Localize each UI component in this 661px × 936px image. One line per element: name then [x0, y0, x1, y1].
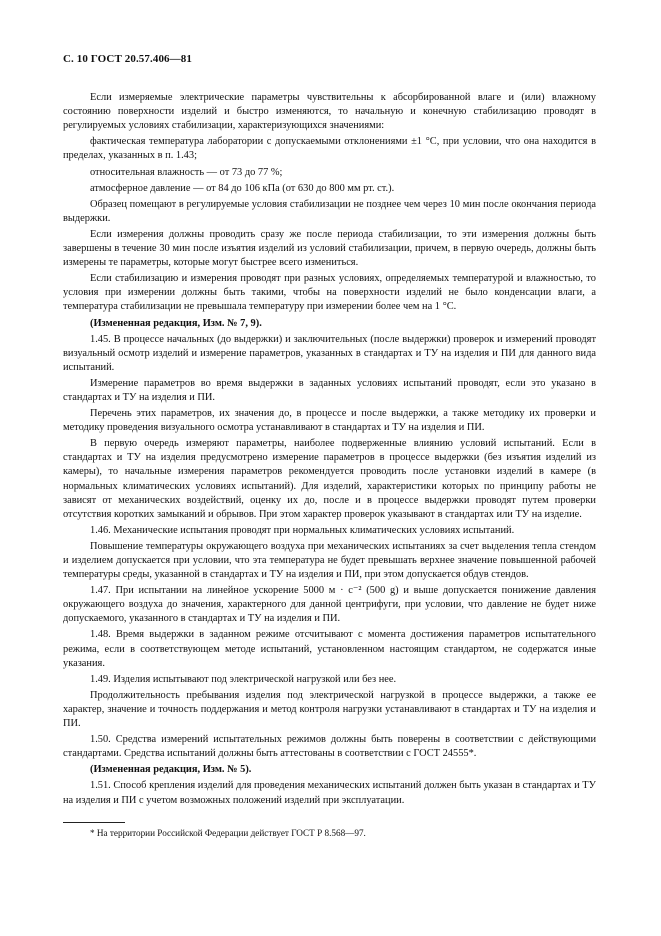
paragraph-intro: Если измеряемые электрические параметры чувствительны к абсорбированной влаге и (или) влажному состоянию поверхности изделий и быстро изменяются, то начальную и конечную стабилизацию проводят в регулируемых условиях стабилизации, характеризующихся значениями: — [63, 92, 596, 132]
clause-1-48: 1.48. Время выдержки в заданном режиме отсчитывают с момента достижения параметров испытательного режима, если в соответствующем методе испытаний, установленном настоящим стандартом, не содержатся иные указания. — [63, 629, 596, 669]
paragraph-first-measure: В первую очередь измеряют параметры, наиболее подверженные влиянию условий испытаний. Если в стандартах и ТУ на изделия предусмотрено измерение параметров в процессе выдержки (без изъятия изделий из камеры), то начальные измерения параметров рекомендуется проводить после установки изделий в камере (в нормальных климатических условиях испытаний). Для изделий, характеристики которых по принципу работы не зависят от механических воздействий, оценку их до, после и в процессе выдержки проводят путем проверки отсутствия коротких замыканий и обрывов. При этом характер проверок указывают в стандартах или ТУ на изделие. — [63, 438, 596, 520]
paragraph-different-conditions: Если стабилизацию и измерения проводят при разных условиях, определяемых температурой и влажностью, то условия при измерении должны быть такими, чтобы на поверхности изделий не было конденсации влаги, а температура стабилизации не превышала температуру при измерении более чем на 1 °С. — [63, 273, 596, 313]
footnote: * На территории Российской Федерации действует ГОСТ Р 8.568—97. — [90, 828, 366, 838]
clause-1-50: 1.50. Средства измерений испытательных режимов должны быть поверены в соответствии с действующими стандартами. Средства испытаний должны быть аттестованы в соответствии с ГОСТ 24555*. — [63, 734, 596, 760]
paragraph-measure-after: Если измерения должны проводить сразу же после периода стабилизации, то эти измерения должны быть завершены в течение 30 мин после изъятия изделий из условий стабилизации, причем, в первую очередь, должны быть измерены те параметры, которые могут быстрее всего измениться. — [63, 228, 596, 269]
clause-1-45: 1.45. В процессе начальных (до выдержки) и заключительных (после выдержки) проверок и измерений проводят визуальный осмотр изделий и измерение параметров, указанных в стандартах и ТУ на изделия и ПИ для данного вида испытаний. — [63, 333, 596, 373]
list-item-temperature: фактическая температура лаборатории с допускаемыми отклонениями ±1 °С, при условии, что она находится в пределах, указанных в п. 1.43; — [63, 136, 596, 162]
paragraph-load-duration: Продолжительность пребывания изделия под электрической нагрузкой в процессе выдержки, а также ее характер, значение и точность поддержания и метод контроля нагрузки устанавливают в стандартах и ТУ на изделия и ПИ. — [63, 689, 596, 730]
paragraph-sample: Образец помещают в регулируемые условия стабилизации не позднее чем через 10 мин после окончания периода выдержки. — [63, 198, 596, 224]
document-page — [63, 52, 596, 810]
paragraph-parameter-list: Перечень этих параметров, их значения до, в процессе и после выдержки, а также методику их проверки и методику проведения визуального осмотра устанавливают в стандартах и ТУ на изделия и ПИ. — [63, 408, 596, 434]
amendment-note-5: (Измененная редакция, Изм. № 5). — [90, 764, 252, 776]
clause-1-47: 1.47. При испытании на линейное ускорение 5000 м · с⁻² (500 g) и выше допускается понижение давления окружающего воздуха до значения, характерного для данной центрифуги, при условии, что давление не будет ниже допускаемого, указанного в стандартах и ТУ на изделия и ПИ. — [63, 585, 596, 625]
clause-1-46: 1.46. Механические испытания проводят при нормальных климатических условиях испытаний. — [90, 524, 515, 536]
paragraph-temperature-rise: Повышение температуры окружающего воздуха при механических испытаниях за счет выделения тепла стендом и изделием допускается при условии, что эта температура не будет превышать верхнее значение повышенной рабочей температуры среды, указанной в стандартах и ТУ на изделия и ПИ, при этом допускается обдув стендов. — [63, 540, 596, 581]
list-item-pressure: атмосферное давление — от 84 до 106 кПа (от 630 до 800 мм рт. ст.). — [90, 182, 395, 194]
clause-1-51: 1.51. Способ крепления изделий для проведения механических испытаний должен быть указан в стандартах и ТУ на изделия и ПИ с учетом возможных положений изделий при эксплуатации. — [63, 780, 596, 806]
list-item-humidity: относительная влажность — от 73 до 77 %; — [90, 166, 283, 178]
paragraph-measure-during: Измерение параметров во время выдержки в заданных условиях испытаний проводят, если это указано в стандартах и ТУ на изделия и ПИ. — [63, 377, 596, 403]
clause-1-49: 1.49. Изделия испытывают под электрической нагрузкой или без нее. — [90, 673, 397, 685]
page-header: С. 10 ГОСТ 20.57.406—81 — [63, 53, 192, 65]
amendment-note-7-9: (Измененная редакция, Изм. № 7, 9). — [90, 317, 262, 329]
footnote-divider — [63, 822, 125, 823]
